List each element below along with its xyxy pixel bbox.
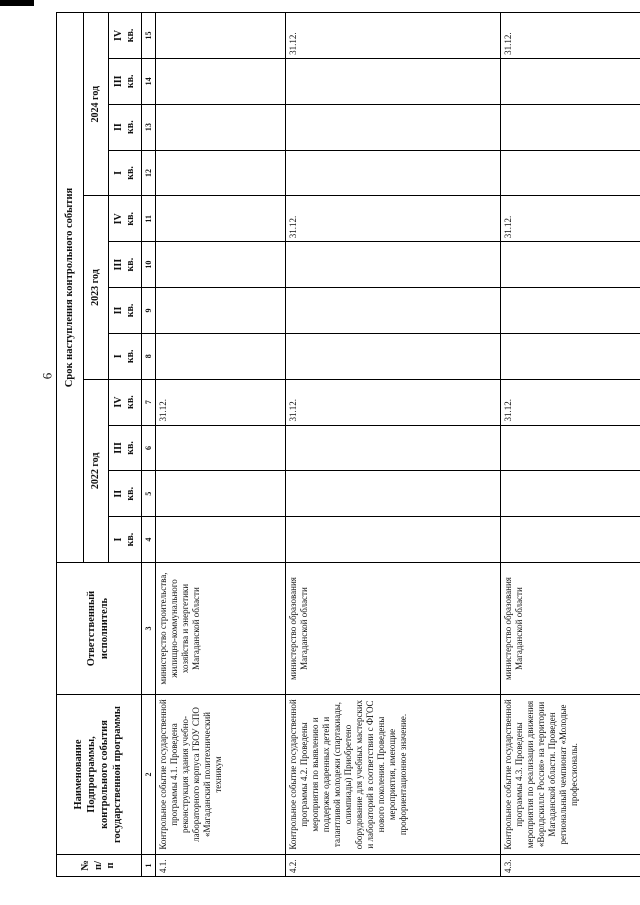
- row-event: Контрольное событие государственной программы 4.1. Проведена реконструкция здания учебно-лабораторного корпуса ГБОУ СПО «Магаданский политехнический техникум: [156, 695, 286, 855]
- rotated-table-container: [56, 12, 579, 877]
- quarter-cell: 31.12.: [286, 13, 501, 59]
- quarter-cell: [156, 333, 286, 379]
- quarter-cell: 31.12.: [286, 379, 501, 425]
- quarter-cell: [501, 58, 640, 104]
- column-number: 9: [142, 288, 156, 334]
- column-number: 15: [142, 13, 156, 59]
- row-number: 4.3.: [501, 855, 640, 877]
- quarter-cell: [286, 425, 501, 471]
- quarter-cell: [156, 242, 286, 288]
- quarter-cell: [286, 471, 501, 517]
- row-event: Контрольное событие государственной программы 4.3. Проведены мероприятия по реализации движения «Ворлдскиллс Россия» на территории Магаданской области. Проведен региональный чемпионат «Молодые профессионалы.: [501, 695, 640, 855]
- quarter-cell: [156, 58, 286, 104]
- header-number: [57, 855, 142, 877]
- row-number: 4.1.: [156, 855, 286, 877]
- quarter-cell: [501, 104, 640, 150]
- quarter-header-2-3: III кв.: [109, 242, 142, 288]
- header-deadline: Срок наступления контрольного события: [57, 13, 84, 563]
- quarter-cell: [286, 150, 501, 196]
- header-responsible: [57, 563, 142, 695]
- row-responsible: министерство строительства, жилищно-коммунального хозяйства и энергетики Магаданской области: [156, 563, 286, 695]
- column-number: 8: [142, 333, 156, 379]
- column-number: 14: [142, 58, 156, 104]
- quarter-header-1-3: III кв.: [109, 425, 142, 471]
- column-number: 2: [142, 695, 156, 855]
- column-number: 10: [142, 242, 156, 288]
- quarter-header-3-4: IV кв.: [109, 13, 142, 59]
- table-row: [156, 13, 286, 877]
- quarter-cell: 31.12.: [286, 196, 501, 242]
- quarter-cell: [286, 242, 501, 288]
- quarter-header-2-1: I кв.: [109, 333, 142, 379]
- header-name: [57, 695, 142, 855]
- quarter-cell: [501, 150, 640, 196]
- column-number: 5: [142, 471, 156, 517]
- quarter-cell: [501, 288, 640, 334]
- quarter-header-1-4: IV кв.: [109, 379, 142, 425]
- quarter-cell: [286, 58, 501, 104]
- quarter-cell: 31.12.: [501, 196, 640, 242]
- header-year-2022: 2022 год: [84, 379, 109, 562]
- quarter-cell: [156, 517, 286, 563]
- row-responsible: министерство образования Магаданской области: [501, 563, 640, 695]
- quarter-cell: [156, 425, 286, 471]
- quarter-cell: [286, 288, 501, 334]
- quarter-header-2-4: IV кв.: [109, 196, 142, 242]
- header-year-2023: 2023 год: [84, 196, 109, 379]
- column-number: 7: [142, 379, 156, 425]
- column-numbers-row: [142, 13, 156, 877]
- row-number: 4.2.: [286, 855, 501, 877]
- page-number: 6: [39, 372, 55, 380]
- quarter-cell: [501, 471, 640, 517]
- quarter-cell: [501, 517, 640, 563]
- column-number: 13: [142, 104, 156, 150]
- quarter-header-1-1: I кв.: [109, 517, 142, 563]
- quarter-cell: [156, 104, 286, 150]
- quarter-cell: 31.12.: [501, 13, 640, 59]
- column-number: 1: [142, 855, 156, 877]
- column-number: 4: [142, 517, 156, 563]
- control-events-table: [56, 12, 640, 877]
- header-name-text: Наименование Подпрограммы, контрольного события государственной программы: [73, 706, 123, 843]
- quarter-cell: [501, 333, 640, 379]
- quarter-cell: 31.12.: [156, 379, 286, 425]
- column-number: 12: [142, 150, 156, 196]
- header-responsible-text: Ответственный исполнитель: [86, 590, 110, 667]
- quarter-cell: [156, 288, 286, 334]
- quarter-cell: [286, 517, 501, 563]
- quarter-header-1-2: II кв.: [109, 471, 142, 517]
- scan-corner-mark: [0, 0, 34, 6]
- row-event: Контрольное событие государственной программы 4.2. Проведены мероприятия по выявлению и поддержке одаренных детей и талантливой молодежи (спартакиады, олимпиады) Приобретено оборудование для учебных мастерских и лабораторий в соответствии с ФГОС нового поколения. Проведены мероприятия, имеющие профориентационное значение.: [286, 695, 501, 855]
- quarter-header-2-2: II кв.: [109, 288, 142, 334]
- quarter-cell: 31.12.: [501, 379, 640, 425]
- quarter-cell: [286, 333, 501, 379]
- column-number: 11: [142, 196, 156, 242]
- quarter-cell: [156, 196, 286, 242]
- quarter-cell: [156, 150, 286, 196]
- column-number: 6: [142, 425, 156, 471]
- quarter-header-3-1: I кв.: [109, 150, 142, 196]
- header-year-2024: 2024 год: [84, 13, 109, 196]
- row-responsible: министерство образования Магаданской области: [286, 563, 501, 695]
- quarter-cell: [156, 471, 286, 517]
- quarter-header-3-2: II кв.: [109, 104, 142, 150]
- column-number: 3: [142, 563, 156, 695]
- quarter-cell: [501, 425, 640, 471]
- quarter-header-3-3: III кв.: [109, 58, 142, 104]
- quarter-cell: [156, 13, 286, 59]
- header-number-text: № п/п: [79, 860, 117, 871]
- table-row: [501, 13, 640, 877]
- quarter-cell: [501, 242, 640, 288]
- table-row: [286, 13, 501, 877]
- quarter-cell: [286, 104, 501, 150]
